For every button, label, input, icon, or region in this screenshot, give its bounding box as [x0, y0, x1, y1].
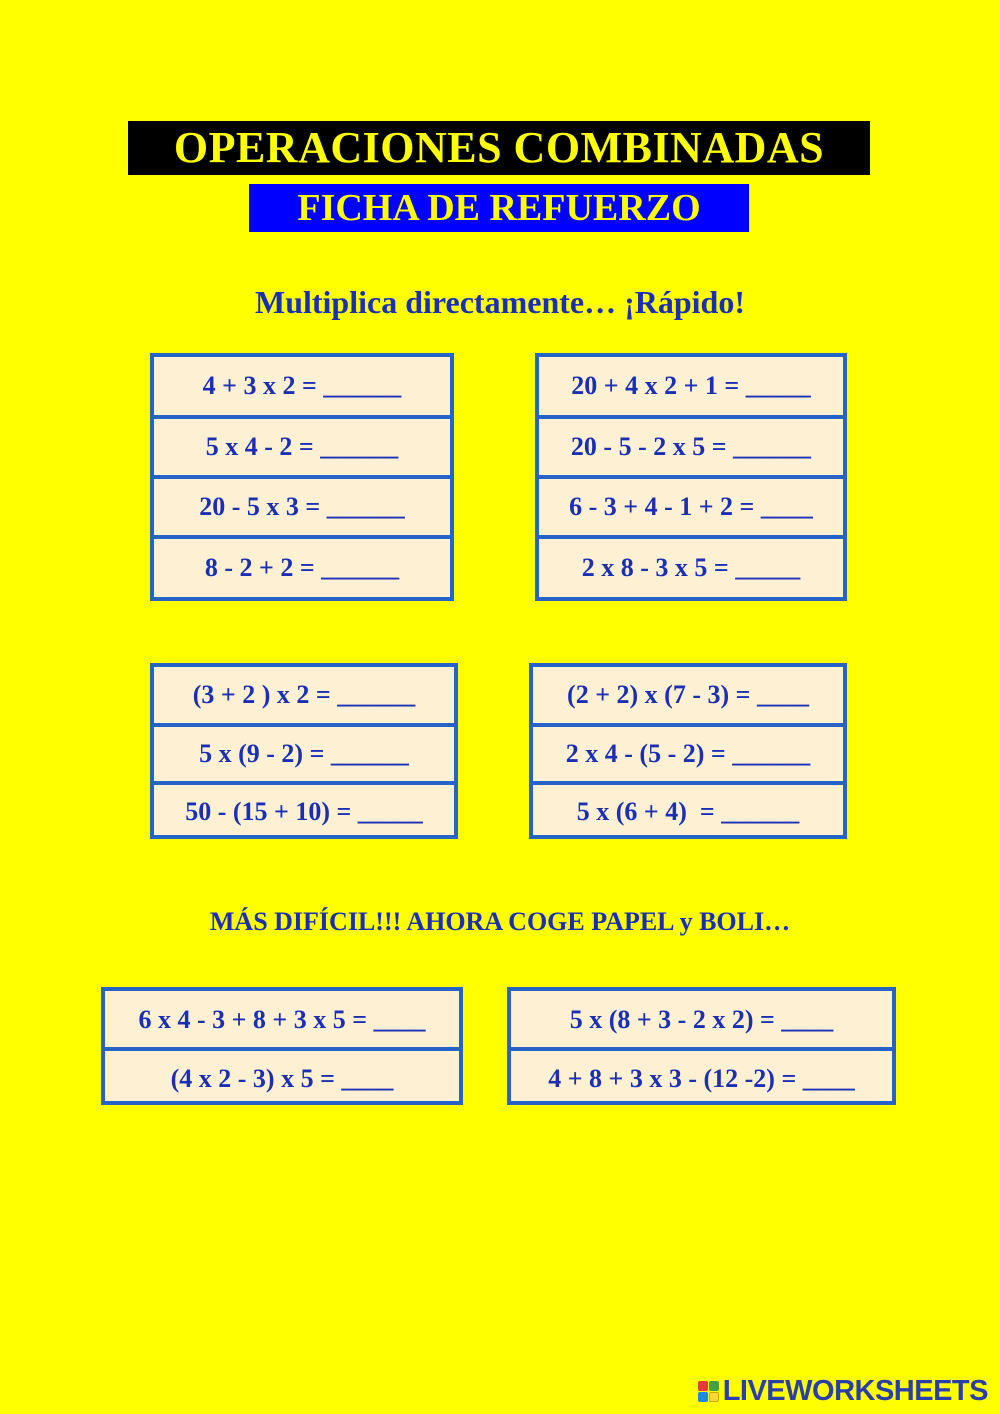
instruction-harder: MÁS DIFÍCIL!!! AHORA COGE PAPEL y BOLI… — [209, 907, 791, 936]
exercise-row[interactable]: 20 + 4 x 2 + 1 = _____ — [539, 357, 843, 419]
exercise-row[interactable]: 4 + 3 x 2 = ______ — [154, 357, 450, 419]
exercise-row[interactable]: 6 x 4 - 3 + 8 + 3 x 5 = ____ — [105, 991, 459, 1051]
exercise-row[interactable]: 5 x 4 - 2 = ______ — [154, 419, 450, 479]
exercise-box-6 — [507, 987, 896, 1105]
exercise-row[interactable]: 50 - (15 + 10) = _____ — [185, 797, 423, 826]
instruction-multiply: Multiplica directamente… ¡Rápido! — [254, 284, 745, 320]
exercise-row[interactable]: (2 + 2) x (7 - 3) = ____ — [533, 667, 843, 727]
liveworksheets-logo-text: LIVEWORKSHEETS — [722, 1374, 988, 1407]
exercise-box-1 — [150, 353, 454, 601]
exercise-row[interactable]: (4 x 2 - 3) x 5 = ____ — [170, 1064, 394, 1093]
exercise-box-5 — [101, 987, 463, 1105]
exercise-box-2 — [535, 353, 847, 601]
exercise-row[interactable]: 5 x (8 + 3 - 2 x 2) = ____ — [511, 991, 892, 1051]
exercise-box-3 — [150, 663, 458, 839]
exercise-row[interactable]: 4 + 8 + 3 x 3 - (12 -2) = ____ — [548, 1064, 855, 1093]
exercise-row[interactable]: 20 - 5 - 2 x 5 = ______ — [539, 419, 843, 479]
exercise-row[interactable]: 2 x 8 - 3 x 5 = _____ — [581, 553, 801, 582]
exercise-row[interactable]: 20 - 5 x 3 = ______ — [154, 479, 450, 539]
exercise-row[interactable]: 5 x (6 + 4) = ______ — [576, 797, 800, 826]
liveworksheets-logo-icon — [698, 1381, 719, 1402]
exercise-box-4 — [529, 663, 847, 839]
exercise-row[interactable]: 2 x 4 - (5 - 2) = ______ — [533, 727, 843, 785]
exercise-row[interactable]: 6 - 3 + 4 - 1 + 2 = ____ — [539, 479, 843, 539]
liveworksheets-logo — [698, 1374, 988, 1408]
worksheet-subtitle: FICHA DE REFUERZO — [249, 184, 749, 232]
exercise-row[interactable]: 8 - 2 + 2 = ______ — [204, 553, 400, 582]
worksheet-title: OPERACIONES COMBINADAS — [128, 121, 870, 175]
exercise-row[interactable]: 5 x (9 - 2) = ______ — [154, 727, 454, 785]
exercise-row[interactable]: (3 + 2 ) x 2 = ______ — [154, 667, 454, 727]
